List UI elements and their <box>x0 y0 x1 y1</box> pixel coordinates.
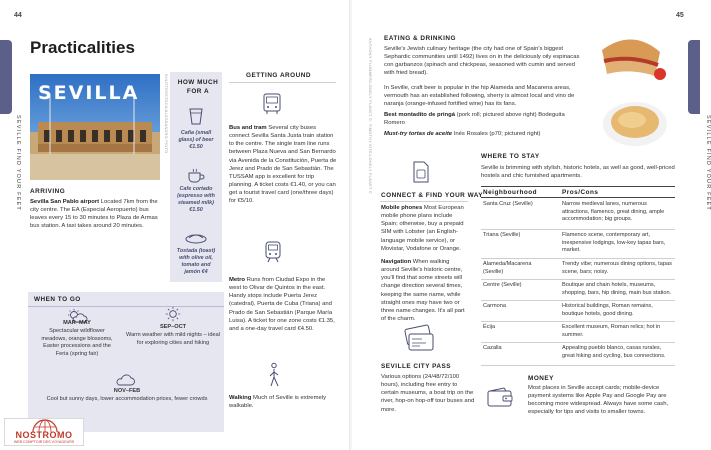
photo-credit-left: SHUTTERSTOCK/ALESSANDRO PINTO <box>164 74 168 154</box>
when-to-go-rule <box>28 306 224 307</box>
bus-tram-body: Several city buses connect Sevilla Santa Justa train station to the centre. The single tram line runs between Plaza Nueva and San Bernardo via Avenida de la Constitución, Puerta de Jerez and Prado de San Sebastián. The TUSSAM app is excellent for trip planning. A ticket costs €1.40, or you can get a tourist travel card (one/three days) for €5/10. <box>229 125 337 205</box>
sim-card-icon <box>412 160 430 184</box>
table-row <box>481 342 675 366</box>
logo-name: NOSTROMO <box>15 430 73 440</box>
city-pass-card-icon <box>402 324 436 354</box>
eating-must <box>384 130 582 138</box>
eating-must-lead: Must-try tortas de aceite <box>384 131 453 137</box>
season-spring-name: MAR–MAY <box>63 320 91 326</box>
stay-table <box>481 186 675 416</box>
side-tab-right <box>688 40 700 114</box>
stay-col-neighbourhood: Neighbourhood <box>483 189 538 196</box>
season-winter <box>44 388 210 404</box>
eating-must-body: Inés Rosales (p70; pictured right) <box>452 131 541 137</box>
mobile-phones-text <box>381 204 469 253</box>
metro-lead: Metro <box>229 277 246 283</box>
side-tab-left <box>0 40 12 114</box>
nostromo-logo <box>4 418 84 446</box>
metro-icon <box>264 240 282 264</box>
stay-pros-cons: Trendy vibe; numerous dining options, tapas scene, bars; noisy. <box>562 261 672 275</box>
getting-around-heading: GETTING AROUND <box>246 72 311 79</box>
arriving-text <box>30 198 162 231</box>
money-heading: MONEY <box>528 375 554 382</box>
where-to-stay-heading: WHERE TO STAY <box>481 153 540 160</box>
page-number-right: 45 <box>676 12 684 19</box>
table-row <box>481 321 675 342</box>
stay-col-pros-cons: Pros/Cons <box>562 189 599 196</box>
navigation-lead: Navigation <box>381 259 412 265</box>
walking-lead: Walking <box>229 395 252 401</box>
montadito-photo <box>592 28 672 86</box>
side-label-right: SEVILLE FIND YOUR FEET <box>704 115 711 211</box>
toast-icon <box>185 230 207 244</box>
how-much-panel <box>170 72 222 282</box>
season-winter-name: NOV–FEB <box>113 388 141 394</box>
beer-glass-icon <box>187 106 205 126</box>
page-gutter <box>349 0 352 450</box>
navigation-text <box>381 258 469 323</box>
how-much-item-toast: Tostada (toast) with olive oil, tomato and jamón €4 <box>176 248 216 276</box>
mobile-phones-body: Most European mobile phone plans include Spain; otherwise, buy a prepaid SIM with Lobster (an English-language mobile service), or Movistar, Vodafone or Orange. <box>381 205 464 252</box>
coffee-cup-icon <box>187 168 205 184</box>
stay-neighbourhood: Centre (Seville) <box>483 282 522 288</box>
stay-pros-cons: Boutique and chain hotels, museums, shopping, bars, hip dining, main bus station. <box>562 282 672 296</box>
stay-neighbourhood: Carmona <box>483 303 507 309</box>
arriving-heading: ARRIVING <box>30 188 66 195</box>
city-pass-heading: SEVILLE CITY PASS <box>381 363 452 370</box>
where-to-stay-intro: Seville is brimming with stylish, historic hotels, as well as good, well-priced hostels and chic furnished apartments. <box>481 165 675 180</box>
torta-photo <box>600 94 670 150</box>
photo-credit-right: ANTHONY PLUMMER/LONELY PLANET ©; TIMOTHY KITE/LONELY PLANET © <box>368 38 372 194</box>
stay-neighbourhood: Santa Cruz (Seville) <box>483 201 533 207</box>
stay-table-header <box>481 186 675 198</box>
navigation-body: When walking around Seville's historic centre, you'll find that some streets will change direction several times, keeping the same name, while straight ones may have two or three name changes. It's all part of the charm. <box>381 259 465 322</box>
table-row <box>481 229 675 258</box>
table-row <box>481 300 675 321</box>
eating-para-2: In Seville, craft beer is popular in the hip Alameda and Macarena areas, vermouth has an established following, sherry is almost local and vino de naranja (orange-infused fortified wine) has its fans. <box>384 85 575 108</box>
connect-heading: CONNECT & FIND YOUR WAY <box>381 192 484 199</box>
stay-pros-cons: Flamenco scene, contemporary art, inexpensive lodgings, low-key tapas bars, market. <box>562 232 666 254</box>
how-much-heading: HOW MUCH FOR A <box>177 79 219 95</box>
when-to-go-panel <box>28 292 224 432</box>
logo-tagline: WEB COMPTOIR DES VOYAGEURS <box>13 440 75 444</box>
side-label-left: SEVILLE FIND YOUR FEET <box>14 115 21 211</box>
stay-neighbourhood: Écija <box>483 324 496 330</box>
stay-neighbourhood: Alameda/Macarena (Seville) <box>483 261 532 275</box>
season-autumn-name: SEP–OCT <box>159 324 187 330</box>
season-spring <box>36 320 118 358</box>
stay-pros-cons: Historical buildings, Roman remains, boutique hotels, good dining. <box>562 303 653 317</box>
how-much-item-beer: Caña (small glass) of beer €1.50 <box>178 130 214 151</box>
walking-body: Much of Seville is extremely walkable. <box>229 395 327 410</box>
mobile-phones-lead: Mobile phones <box>381 205 423 211</box>
page-number-left: 44 <box>14 12 22 19</box>
arriving-lead: Sevilla San Pablo airport <box>30 199 100 205</box>
getting-around-rule <box>229 82 336 83</box>
cloud-icon <box>114 373 136 387</box>
stay-pros-cons: Excellent museum, Roman relics; hot in summer. <box>562 324 661 338</box>
money-text: Most places in Seville accept cards; mobile-device payment systems like Apple Pay and Google Pay are becoming more widespread. Always have some cash, especially for tips and visits to smaller towns. <box>528 385 669 416</box>
bus-tram-lead: Bus and tram <box>229 125 267 131</box>
season-spring-text: Spectacular wildflower meadows, orange blossoms, Easter processions and the Feria (spring fair) <box>41 328 113 357</box>
arriving-body: Located 7km from the city centre. The EA (Especial Aeropuerto) bus leaves every 15 to 30 minutes to Plaza de Armas bus station. A taxi takes around 20 minutes. <box>30 199 158 230</box>
table-row <box>481 258 675 279</box>
eating-best-body: (pork roll; pictured above right) Bodeguita Romero <box>384 112 565 127</box>
bus-icon <box>262 92 282 116</box>
table-row <box>481 279 675 300</box>
metro-body: Runs from Ciudad Expo in the west to Olivar de Quintos in the east. Handy stops include Puerta Jerez (catedral), Puerta de Cuba (Triana) and Prado de San Sebastián (Parque María Luisa). A ticket for one zone costs €1.35, and a one-day travel card €4.50. <box>229 277 335 332</box>
stay-neighbourhood: Cazalla <box>483 345 502 351</box>
sun-icon <box>165 306 181 322</box>
season-autumn-text: Warm weather with mild nights – ideal for exploring cities and hiking <box>126 332 220 346</box>
stay-neighbourhood: Triana (Seville) <box>483 232 521 238</box>
connect-rule <box>380 201 468 202</box>
wallet-icon <box>486 386 514 408</box>
eating-heading: EATING & DRINKING <box>384 35 456 42</box>
metro-text <box>229 276 337 333</box>
how-much-item-coffee: Cafe cortado (espresso with steamed milk) €1.50 <box>177 186 215 214</box>
eating-para-1: Seville's Jewish culinary heritage (the city had one of Spain's biggest Sephardic communities until 1492) lives on in the deliciously oily espinacas con garbanzos (spinach and chickpeas, seasoned with cumin and served with fried bread). <box>384 46 580 77</box>
eating-best <box>384 111 582 127</box>
stay-pros-cons: Narrow medieval lanes, numerous attractions, flamenco, great dining, ample accommodation; big groups. <box>562 201 665 223</box>
eating-best-lead: Best montadito de pringá <box>384 112 456 118</box>
bus-tram-text <box>229 124 337 205</box>
city-pass-text: Various options (24/48/72/100 hours), including free entry to certain museums, a boat trip on the river, hop-on hop-off tour buses and more. <box>381 374 475 413</box>
table-row <box>481 199 675 229</box>
walking-icon <box>266 362 282 388</box>
stay-pros-cons: Appealing pueblo blanco, casas rurales, great hiking and cycling, bus connections. <box>562 345 666 359</box>
season-autumn <box>126 324 220 347</box>
season-winter-text: Cool but sunny days, lower accommodation prices, fewer crowds <box>46 396 208 403</box>
when-to-go-heading: WHEN TO GO <box>34 296 81 303</box>
walking-text <box>229 394 337 410</box>
page-title: Practicalities <box>30 38 135 57</box>
station-sign: SEVILLA <box>38 82 140 104</box>
